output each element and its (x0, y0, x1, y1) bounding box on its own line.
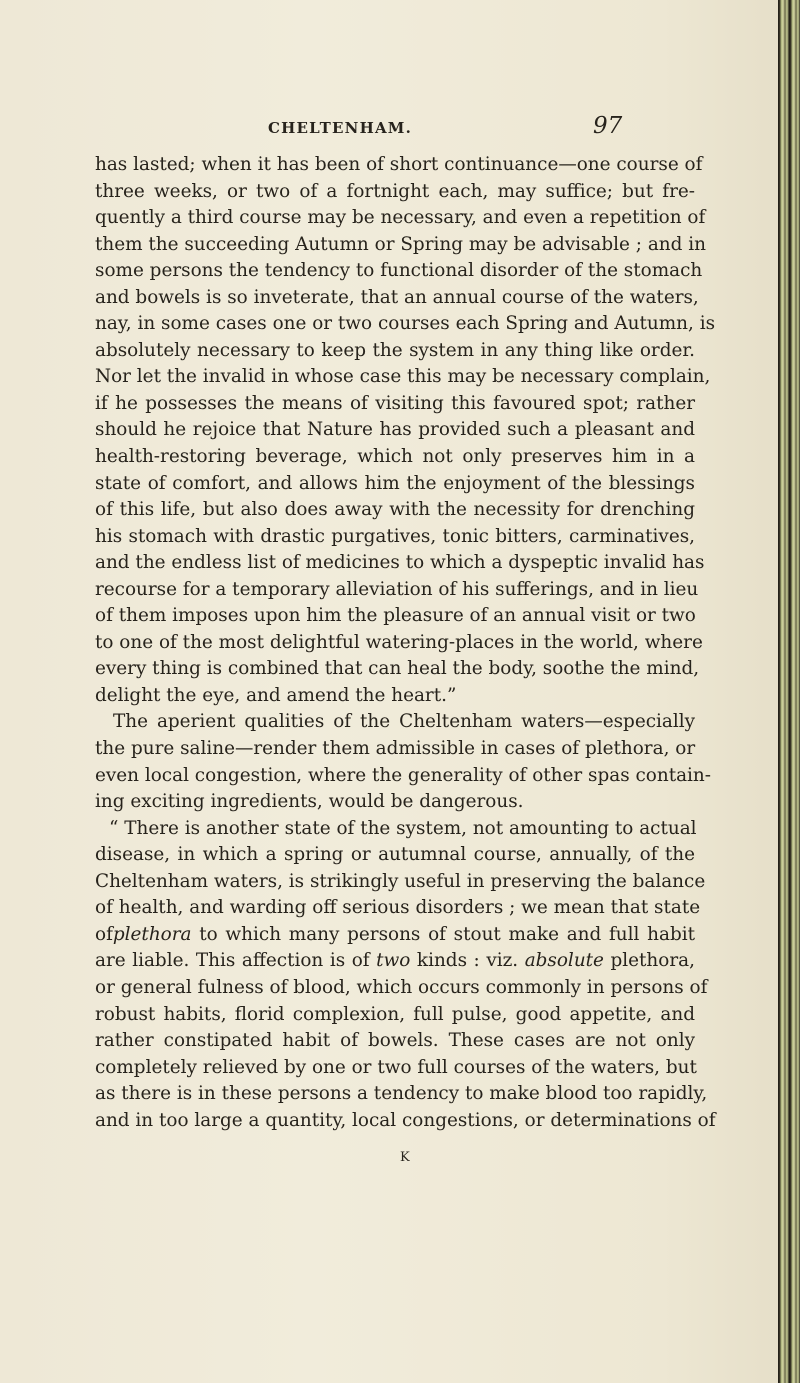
page-number: 97 (593, 113, 623, 139)
text-line: to one of the most delightful watering-places in the world, where (95, 631, 703, 653)
text-line: quently a third course may be necessary, and even a repetition of (95, 207, 706, 229)
text-line: as there is in these persons a tendency to make blood too rapidly, (95, 1083, 708, 1105)
text-line: completely relieved by one or two full courses of the waters, but (95, 1056, 697, 1078)
text-line: health-restoring beverage, which not only preserves him in a (95, 446, 695, 468)
text-line: should he rejoice that Nature has provided such a pleasant and (95, 419, 695, 441)
text-line: of health, and warding off serious disorders ; we mean that state (95, 897, 701, 919)
italic-word: absolute (524, 950, 604, 972)
text-line: three weeks, or two of a fortnight each, may suffice; but fre- (95, 180, 695, 202)
text-fragment: to which many persons of stout make and full habit (199, 923, 695, 945)
text-line: recourse for a temporary alleviation of his sufferings, and in lieu (95, 578, 699, 600)
italic-word: plethora (112, 923, 192, 945)
text-line: state of comfort, and allows him the enjoyment of the blessings (95, 472, 695, 494)
text-line: nay, in some cases one or two courses each Spring and Autumn, is (95, 313, 716, 335)
text-line: ing exciting ingredients, would be dangerous. (95, 791, 524, 813)
signature-mark: K (400, 1150, 411, 1165)
text-line: The aperient qualities of the Cheltenham waters—especially (113, 711, 695, 733)
book-edge (778, 0, 800, 1383)
text-line: of them imposes upon him the pleasure of an annual visit or two (95, 605, 696, 627)
text-fragment: are liable. This affection is of (95, 950, 370, 972)
text-line: even local congestion, where the generality of other spas contain- (95, 764, 711, 786)
running-head: CHELTENHAM. (268, 119, 413, 137)
text-line: his stomach with drastic purgatives, tonic bitters, carminatives, (95, 525, 695, 547)
page-header (0, 113, 780, 143)
text-line: and the endless list of medicines to which a dyspeptic invalid has (95, 552, 705, 574)
text-line: robust habits, florid complexion, full pulse, good appetite, and (95, 1003, 695, 1025)
body-text (95, 152, 716, 1134)
text-line: rather constipated habit of bowels. These cases are not only (95, 1030, 695, 1052)
text-line (95, 948, 695, 975)
italic-word: two (376, 950, 411, 972)
text-line: if he possesses the means of visiting this favoured spot; rather (95, 392, 695, 414)
text-line: Nor let the invalid in whose case this may be necessary complain, (95, 366, 711, 388)
text-fragment: kinds : viz. (416, 950, 519, 972)
text-line: them the succeeding Autumn or Spring may be advisable ; and in (95, 233, 706, 255)
text-line (95, 922, 695, 949)
text-line: “ There is another state of the system, not amounting to actual (109, 817, 697, 839)
text-line: Cheltenham waters, is strikingly useful in preserving the balance (95, 870, 706, 892)
text-line: every thing is combined that can heal the body, soothe the mind, (95, 658, 700, 680)
text-line: and in too large a quantity, local congestions, or determinations of (95, 1109, 716, 1131)
text-line: or general fulness of blood, which occurs commonly in persons of (95, 976, 708, 998)
text-line: of this life, but also does away with the necessity for drenching (95, 499, 695, 521)
text-line: absolutely necessary to keep the system in any thing like order. (95, 339, 695, 361)
text-line: disease, in which a spring or autumnal course, annually, of the (95, 844, 695, 866)
text-line: has lasted; when it has been of short continuance—one course of (95, 154, 703, 175)
text-line: some persons the tendency to functional disorder of the stomach (95, 260, 703, 282)
text-line: and bowels is so inveterate, that an annual course of the waters, (95, 286, 699, 308)
italic-word: of (95, 923, 113, 945)
text-fragment: plethora, (610, 950, 695, 972)
text-line: the pure saline—render them admissible in cases of plethora, or (95, 738, 696, 760)
text-line: delight the eye, and amend the heart.” (95, 684, 457, 706)
